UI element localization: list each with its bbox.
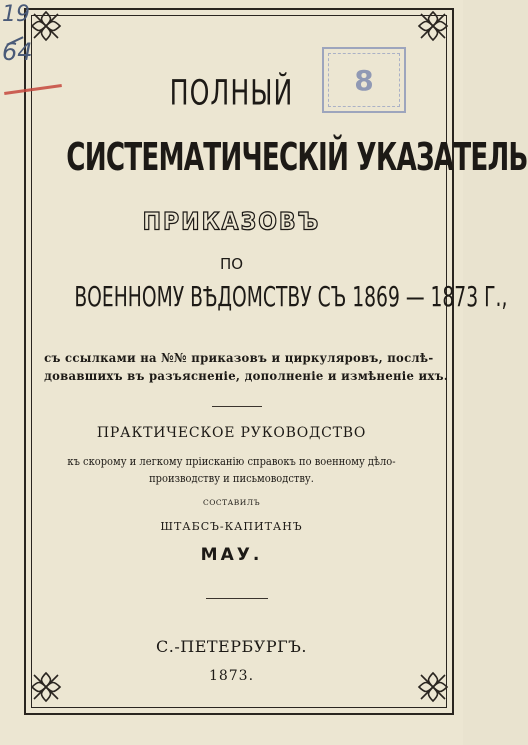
- imprint-year: 1873.: [208, 668, 255, 684]
- imprint-city: С.-ПЕТЕРБУРГЪ.: [156, 637, 307, 656]
- handwritten-number-top: 19: [2, 2, 30, 27]
- guide-line-1: къ скорому и легкому прiисканiю справокъ по военному дѣло-: [67, 455, 396, 468]
- subtitle-line-2: довавшихъ въ разъясненіе, дополненіе и измѣненіе ихъ.: [44, 368, 449, 383]
- divider-rule: [206, 598, 268, 599]
- compiled-label: СОСТАВИЛЪ: [202, 498, 261, 507]
- title-line-3: ПРИКАЗОВЪ: [142, 208, 321, 237]
- corner-ornament-icon: [417, 10, 449, 42]
- guide-heading: ПРАКТИЧЕСКОЕ РУКОВОДСТВО: [96, 425, 367, 441]
- subtitle-line-1: съ ссылками на №№ приказовъ и циркуляровъ, послѣ-: [44, 350, 434, 365]
- title-line-5: ВОЕННОМУ ВѢДОМСТВУ СЪ 1869 — 1873 Г.,: [74, 280, 508, 314]
- stamp-text: 8: [354, 63, 374, 97]
- title-line-2: СИСТЕМАТИЧЕСКІЙ УКАЗАТЕЛЬ: [66, 134, 528, 180]
- handwritten-number-bottom: 64: [2, 38, 33, 66]
- title-line-1: ПОЛНЫЙ: [169, 71, 294, 114]
- guide-line-2: производству и письмоводству.: [149, 472, 314, 485]
- corner-ornament-icon: [30, 10, 62, 42]
- title-line-4: ПО: [219, 255, 244, 273]
- divider-rule: [212, 406, 262, 407]
- author-rank: ШТАБСЪ-КАПИТАНЪ: [160, 520, 303, 533]
- author-name: МАУ.: [200, 545, 263, 565]
